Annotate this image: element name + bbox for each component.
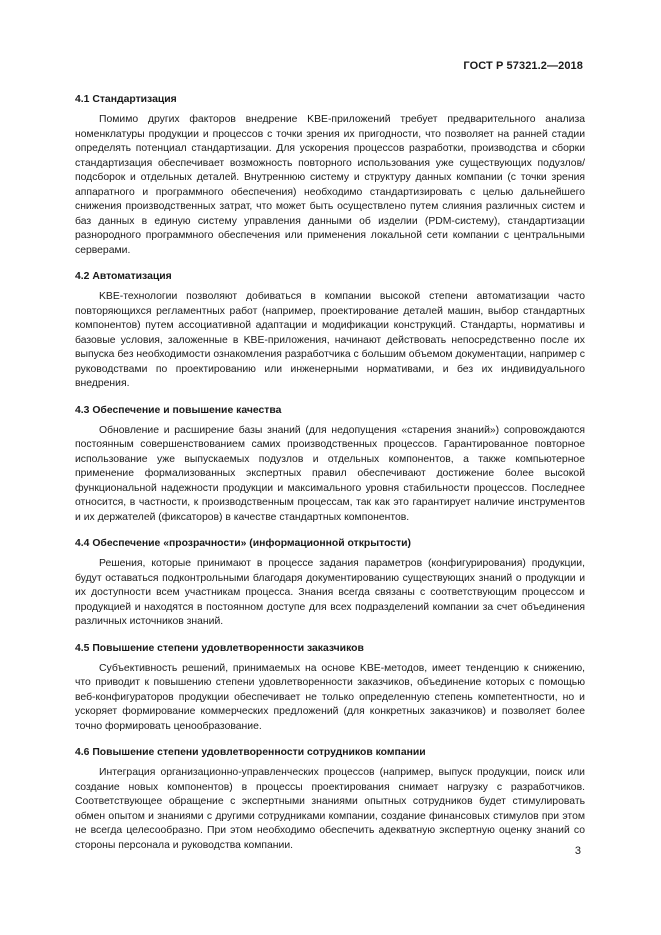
section-paragraph: Решения, которые принимают в процессе задания параметров (конфигурирования) продукции, будут оставаться подконтрольными благодаря документированию существующих знаний о продукции и их доступности всем участникам процесса. Знания всегда связаны с соответствующим процессом и продукцией и находятся в постоянном доступе для всех подразделений компании за счет объединения различных источников знаний.	[75, 558, 585, 627]
section-heading: 4.4 Обеспечение «прозрачности» (информационной открытости)	[75, 538, 412, 549]
document-body	[75, 93, 585, 865]
section-quality	[75, 404, 585, 526]
section-heading: 4.6 Повышение степени удовлетворенности сотрудников компании	[75, 747, 426, 758]
standard-code-header: ГОСТ Р 57321.2—2018	[463, 60, 583, 72]
section-paragraph: KBE-технологии позволяют добиваться в компании высокой степени автоматизации часто повторяющихся регламентных работ (например, проектирование деталей машин, выбор стандартных компонентов) путем ассоциативной адаптации и модификации конструкций. Стандарты, нормативы и базовые условия, заложенные в KBE-приложения, начинают действовать непосредственно после их выпуска без необходимости ознакомления разработчика с большим объемом документации, например с руководствами по проектированию или инженерными нормативами, и без их индивидуального внедрения.	[75, 291, 585, 389]
section-heading: 4.1 Стандартизация	[75, 94, 177, 105]
section-automation	[75, 270, 585, 392]
section-paragraph: Помимо других факторов внедрение KBE-приложений требует предварительного анализа номенклатуры продукции и процессов с точки зрения их пригодности, что позволяет на ранней стадии определять потенциал стандартизации. Для ускорения процессов разработки, производства и сборки стандартизация обеспечивает возможность повторного использования уже существующих подузлов/подсборок и отдельных деталей. Внутреннюю систему и структуру данных компании (с точки зрения аппаратного и программного обеспечения) необходимо стандартизировать с целью дальнейшего снижения производственных затрат, что может быть осуществлено путем слияния различных систем и баз данных в единую систему управления данными об изделии (PDM-систему), стандартизации разнородного программного обеспечения или применения локальной сети компании с центральными серверами.	[75, 114, 585, 256]
section-heading: 4.2 Автоматизация	[75, 271, 172, 282]
section-heading: 4.3 Обеспечение и повышение качества	[75, 404, 282, 416]
section-employee-satisfaction	[75, 746, 585, 853]
section-paragraph: Субъективность решений, принимаемых на основе KBE-методов, имеет тенденцию к снижению, что приводит к повышению степени удовлетворенности заказчиков, объединение которых с помощью веб-конфигураторов продукции обеспечивает не только определенную степень компетентности, но и ускоряет формирование коммерческих предложений (для конкретных заказчиков) и позволяет более точно формировать ценообразование.	[75, 662, 585, 732]
section-transparency	[75, 537, 585, 630]
section-heading: 4.5 Повышение степени удовлетворенности заказчиков	[75, 642, 364, 654]
section-standardization	[75, 93, 585, 258]
section-paragraph: Интеграция организационно-управленческих процессов (например, выпуск продукции, поиск или создание новых компонентов) в процессы проектирования снимает нагрузку с разработчиков. Соответствующее обращение с экспертными знаниями опытных сотрудников будет стимулировать обмен опытом и знаниями с другими сотрудниками компании, создание финансовых стимулов при этом не всегда целесообразно. При этом необходимо обеспечить адекватную экспертную оценку знаний со стороны персонала и руководства компании.	[75, 767, 585, 851]
page-number: 3	[574, 845, 581, 857]
section-paragraph: Обновление и расширение базы знаний (для недопущения «старения знаний») сопровождаются постоянным совершенствованием самих производственных процессов. Гарантированное повторное использование уже выпускаемых подузлов и отдельных компонентов, а также компьютерное применение формализованных экспертных правил обеспечивают достижение более высокой функциональной надежности продукции и максимального уровня стабильности процессов. Последнее относится, в частности, к производственным процессам, так как это гарантирует наличие инструментов и их держателей (фиксаторов) в качестве стандартных компонентов.	[75, 424, 585, 523]
section-customer-satisfaction	[75, 642, 585, 735]
